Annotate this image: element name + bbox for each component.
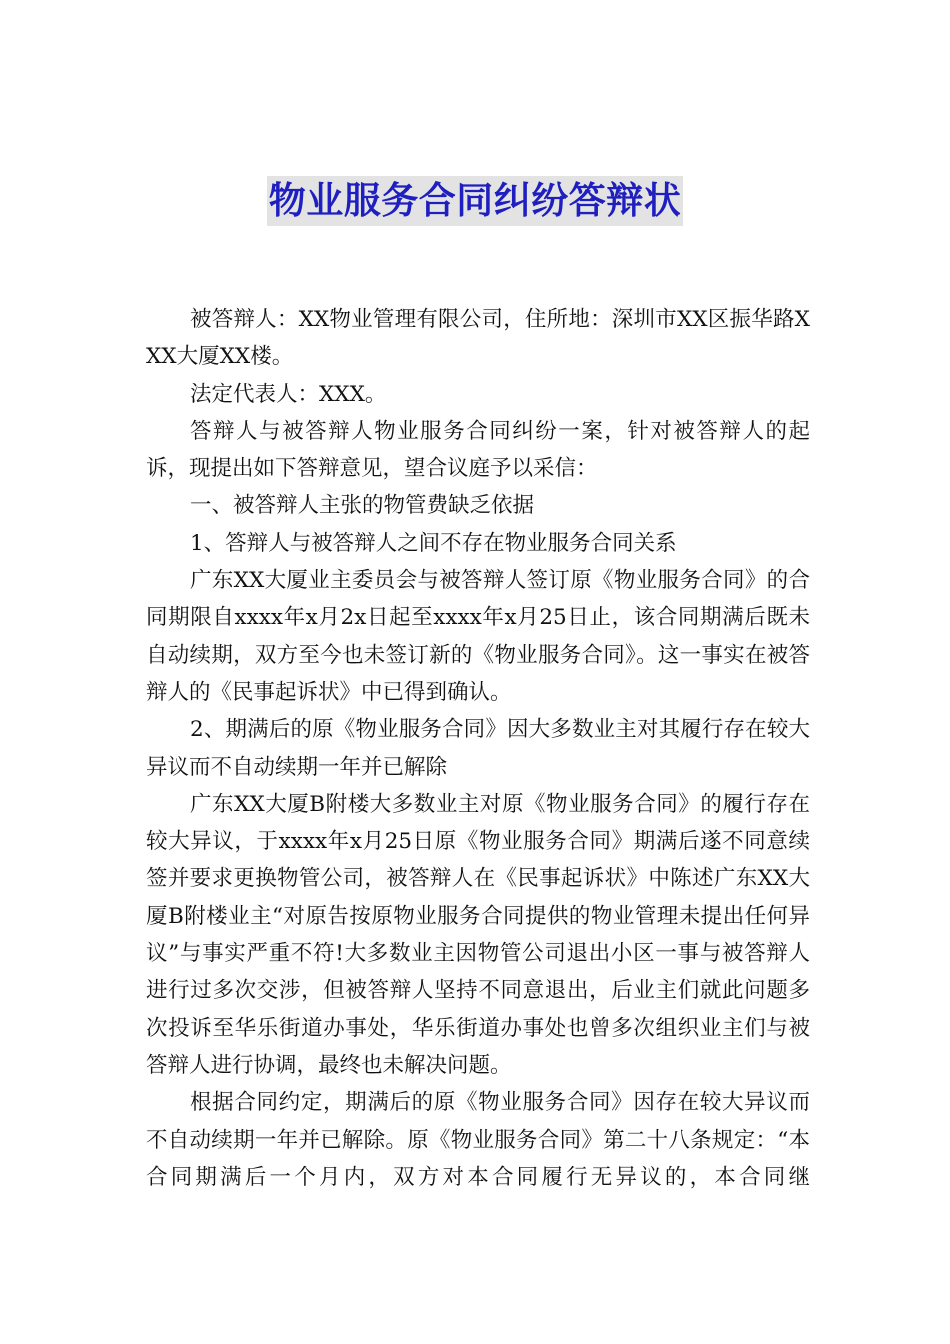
subsection-heading-2: 2、期满后的原《物业服务合同》因大多数业主对其履行存在较大异议而不自动续期一年并已解除 bbox=[146, 717, 810, 780]
section-heading-1: 一、被答辩人主张的物管费缺乏依据 bbox=[190, 493, 535, 519]
document-body bbox=[146, 301, 810, 1196]
subsection-heading-1: 1、答辩人与被答辩人之间不存在物业服务合同关系 bbox=[190, 530, 677, 556]
paragraph-contract-clause: 根据合同约定，期满后的原《物业服务合同》因存在较大异议而不自动续期一年并已解除。原《物业服务合同》第二十八条规定：“本合同期满后一个月内，双方对本合同履行无异议的，本合同继 bbox=[146, 1090, 810, 1190]
title-container bbox=[0, 176, 950, 226]
document-title: 物业服务合同纠纷答辩状 bbox=[267, 176, 684, 226]
paragraph-respondent: 被答辩人：XX物业管理有限公司，住所地：深圳市XX区振华路XXX大厦XX楼。 bbox=[146, 307, 810, 370]
paragraph-owner-objection: 广东XX大厦B附楼大多数业主对原《物业服务合同》的履行存在较大异议，于xxxx年x月25日原《物业服务合同》期满后遂不同意续签并要求更换物管公司，被答辩人在《民事起诉状》中陈述广东XX大厦B附楼业主“对原告按原物业服务合同提供的物业管理未提出任何异议”与事实严重不符!大多数业主因物管公司退出小区一事与被答辩人进行过多次交涉，但被答辩人坚持不同意退出，后业主们就此问题多次投诉至华乐街道办事处，华乐街道办事处也曾多次组织业主们与被答辩人进行协调，最终也未解决问题。 bbox=[146, 791, 810, 1078]
paragraph-contract-term: 广东XX大厦业主委员会与被答辩人签订原《物业服务合同》的合同期限自xxxx年x月2x日起至xxxx年x月25日止，该合同期满后既未自动续期，双方至今也未签订新的《物业服务合同》。这一事实在被答辩人的《民事起诉状》中已得到确认。 bbox=[146, 568, 810, 705]
paragraph-legal-representative: 法定代表人：XXX。 bbox=[190, 381, 387, 407]
paragraph-introduction: 答辩人与被答辩人物业服务合同纠纷一案，针对被答辩人的起诉，现提出如下答辩意见，望合议庭予以采信： bbox=[146, 418, 810, 482]
